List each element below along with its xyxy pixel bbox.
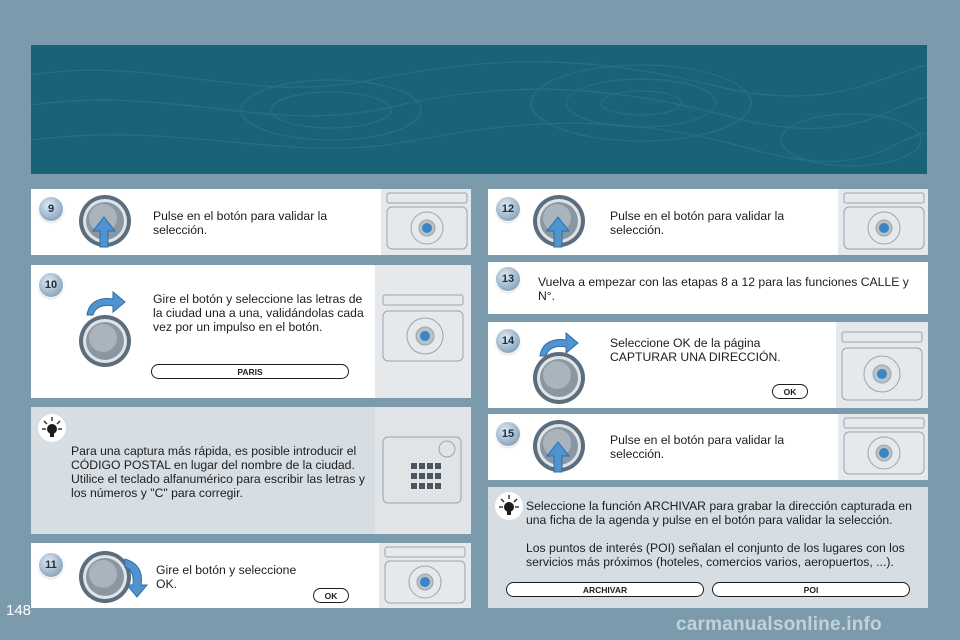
step-10-card: [31, 265, 471, 398]
control-panel-icon: [836, 322, 928, 408]
step-12-card: [488, 189, 928, 255]
push-arrow-icon: [91, 215, 117, 249]
device-panel: [838, 414, 928, 480]
step-number: 15: [501, 428, 515, 440]
tip-2-text-1: Seleccione la función ARCHIVAR para grabar la dirección capturada en una ficha de la agenda y pulse en el botón para validar la selección.: [526, 499, 912, 527]
push-arrow-icon: [545, 440, 571, 474]
control-panel-icon: [381, 189, 471, 255]
watermark: carmanualsonline.info: [676, 614, 882, 635]
step-number: 12: [501, 203, 515, 215]
step-9-badge: [39, 197, 63, 221]
step-12-text: Pulse en el botón para validar la selección.: [610, 209, 785, 237]
step-10-badge: [39, 273, 63, 297]
step-number: 9: [47, 203, 55, 215]
ok-option[interactable]: OK: [772, 384, 808, 399]
step-15-card: [488, 414, 928, 480]
step-12-badge: [496, 197, 520, 221]
control-panel-icon: [838, 189, 928, 255]
step-11-text: Gire el botón y seleccione OK.: [156, 563, 297, 591]
rotary-knob-icon: [531, 350, 587, 406]
step-11-badge: [39, 553, 63, 577]
step-9-text: Pulse en el botón para validar la selección.: [153, 209, 328, 237]
step-13-text: Vuelva a empezar con las etapas 8 a 12 para las funciones CALLE y N°.: [538, 275, 909, 303]
tip-2-card: [488, 487, 928, 608]
control-panel-icon: [838, 414, 928, 480]
device-panel: [375, 265, 471, 398]
step-14-badge: [496, 329, 520, 353]
step-number: 13: [501, 273, 515, 285]
push-arrow-icon: [545, 215, 571, 249]
step-10-text: Gire el botón y seleccione las letras de la ciudad una a una, validándolas cada vez por un impulso en el botón.: [153, 292, 364, 334]
device-panel: [379, 543, 471, 608]
device-panel: [836, 322, 928, 408]
step-13-card: [488, 262, 928, 314]
control-panel-icon: [375, 265, 471, 398]
device-panel: [381, 189, 471, 255]
header-banner: [31, 45, 927, 174]
step-11-card: [31, 543, 471, 608]
archivar-option[interactable]: ARCHIVAR: [506, 582, 704, 597]
step-14-text: Seleccione OK de la página CAPTURAR UNA DIRECCIÓN.: [610, 336, 781, 364]
lightbulb-icon: [37, 413, 67, 443]
device-panel: [838, 189, 928, 255]
tip-2-text-2: Los puntos de interés (POI) señalan el conjunto de los lugares con los servicios más próximos (hoteles, comercios varios, aeropuertos, ...).: [526, 541, 905, 569]
step-13-badge: [496, 267, 520, 291]
rotate-down-arrow-icon: [123, 555, 149, 599]
rotary-knob-icon: [77, 313, 133, 369]
lightbulb-icon: [494, 491, 524, 521]
keypad-icon: [375, 407, 471, 534]
step-number: 10: [44, 279, 58, 291]
step-number: 14: [501, 335, 515, 347]
step-15-text: Pulse en el botón para validar la selección.: [610, 433, 785, 461]
step-9-card: [31, 189, 471, 255]
page-number: 148: [6, 602, 32, 619]
tip-1-card: [31, 407, 471, 534]
control-panel-icon: [379, 543, 471, 608]
ok-option[interactable]: OK: [313, 588, 349, 603]
keypad-panel: [375, 407, 471, 534]
step-14-card: [488, 322, 928, 408]
tip-1-text: Para una captura más rápida, es posible introducir el CÓDIGO POSTAL en lugar del nombre de la ciudad. Utilice el teclado alfanumérico para escribir las letras y los números y "C" para corregir.: [71, 444, 365, 500]
topographic-pattern: [31, 45, 927, 174]
step-15-badge: [496, 422, 520, 446]
poi-option[interactable]: POI: [712, 582, 910, 597]
paris-option[interactable]: PARIS: [151, 364, 349, 379]
step-number: 11: [45, 559, 57, 571]
